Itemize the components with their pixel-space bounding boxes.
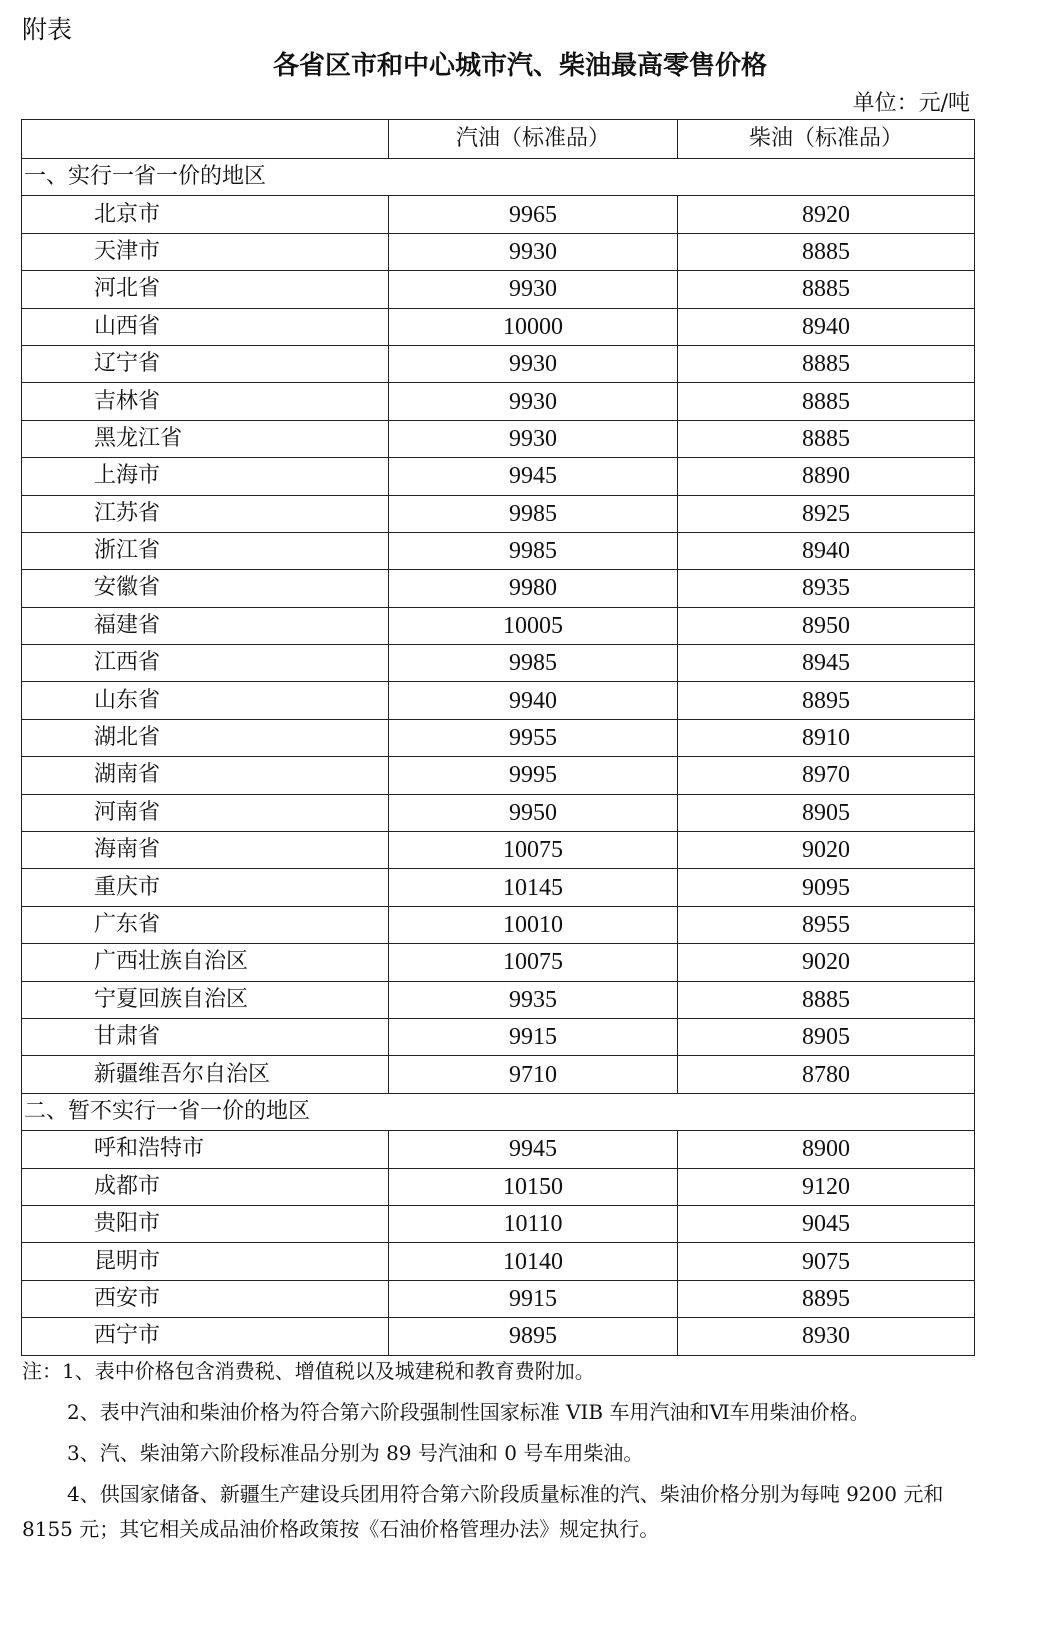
gasoline-price-cell: 9930: [389, 271, 678, 308]
gasoline-price-cell: 9895: [389, 1318, 678, 1355]
table-row: [22, 233, 975, 270]
diesel-price-cell: 8890: [678, 458, 975, 495]
gasoline-price-cell: 9710: [389, 1056, 678, 1093]
table-row: [22, 1243, 975, 1280]
table-row: [22, 1131, 975, 1168]
table-row: [22, 719, 975, 756]
diesel-price-cell: 8920: [678, 196, 975, 233]
diesel-price-cell: 8895: [678, 682, 975, 719]
region-cell: 甘肃省: [22, 1018, 389, 1055]
region-cell: 北京市: [22, 196, 389, 233]
diesel-price-cell: 9075: [678, 1243, 975, 1280]
diesel-price-cell: 8885: [678, 383, 975, 420]
region-cell: 天津市: [22, 233, 389, 270]
gasoline-price-cell: 9985: [389, 495, 678, 532]
region-cell: 江西省: [22, 645, 389, 682]
section-label: 二、暂不实行一省一价的地区: [22, 1093, 975, 1130]
region-cell: 辽宁省: [22, 345, 389, 382]
diesel-price-cell: 8940: [678, 532, 975, 569]
diesel-price-cell: 9020: [678, 944, 975, 981]
gasoline-price-cell: 9980: [389, 570, 678, 607]
gasoline-price-cell: 9930: [389, 345, 678, 382]
gasoline-price-cell: 10000: [389, 308, 678, 345]
gasoline-price-cell: 9965: [389, 196, 678, 233]
table-row: [22, 869, 975, 906]
gasoline-price-cell: 10005: [389, 607, 678, 644]
diesel-price-cell: 9045: [678, 1205, 975, 1242]
section-label: 一、实行一省一价的地区: [22, 159, 975, 196]
region-cell: 宁夏回族自治区: [22, 981, 389, 1018]
region-cell: 贵阳市: [22, 1205, 389, 1242]
table-row: [22, 1280, 975, 1317]
region-cell: 广西壮族自治区: [22, 944, 389, 981]
gasoline-price-cell: 9985: [389, 532, 678, 569]
section-row: [22, 1093, 975, 1130]
gasoline-price-cell: 9950: [389, 794, 678, 831]
region-cell: 昆明市: [22, 1243, 389, 1280]
table-row: [22, 458, 975, 495]
table-row: [22, 832, 975, 869]
diesel-price-cell: 8935: [678, 570, 975, 607]
unit-label: 单位：元/吨: [852, 91, 970, 116]
column-header-gasoline: 汽油（标准品）: [389, 120, 678, 159]
region-cell: 广东省: [22, 906, 389, 943]
table-row: [22, 1205, 975, 1242]
diesel-price-cell: 8910: [678, 719, 975, 756]
diesel-price-cell: 9095: [678, 869, 975, 906]
diesel-price-cell: 8925: [678, 495, 975, 532]
diesel-price-cell: 8905: [678, 1018, 975, 1055]
diesel-price-cell: 8885: [678, 233, 975, 270]
table-row: [22, 645, 975, 682]
diesel-price-cell: 8885: [678, 271, 975, 308]
region-cell: 黑龙江省: [22, 420, 389, 457]
region-cell: 吉林省: [22, 383, 389, 420]
attachment-label: 附表: [22, 15, 73, 44]
region-cell: 河南省: [22, 794, 389, 831]
table-row: [22, 532, 975, 569]
region-cell: 西宁市: [22, 1318, 389, 1355]
gasoline-price-cell: 10075: [389, 832, 678, 869]
table-body: [22, 159, 975, 1356]
table-row: [22, 607, 975, 644]
notes: [22, 1354, 972, 1553]
gasoline-price-cell: 9995: [389, 757, 678, 794]
diesel-price-cell: 8970: [678, 757, 975, 794]
diesel-price-cell: 9020: [678, 832, 975, 869]
diesel-price-cell: 8930: [678, 1318, 975, 1355]
region-cell: 山东省: [22, 682, 389, 719]
gasoline-price-cell: 9915: [389, 1280, 678, 1317]
note-4: 4、供国家储备、新疆生产建设兵团用符合第六阶段质量标准的汽、柴油价格分别为每吨 9200 元和 8155 元；其它相关成品油价格政策按《石油价格管理办法》规定执行。: [22, 1482, 944, 1541]
region-cell: 上海市: [22, 458, 389, 495]
table-row: [22, 1018, 975, 1055]
diesel-price-cell: 8895: [678, 1280, 975, 1317]
note-1: 注：1、表中价格包含消费税、增值税以及城建税和教育费附加。: [22, 1359, 595, 1383]
table-row: [22, 1318, 975, 1355]
region-cell: 湖南省: [22, 757, 389, 794]
gasoline-price-cell: 9935: [389, 981, 678, 1018]
diesel-price-cell: 8900: [678, 1131, 975, 1168]
gasoline-price-cell: 10110: [389, 1205, 678, 1242]
gasoline-price-cell: 10075: [389, 944, 678, 981]
region-cell: 山西省: [22, 308, 389, 345]
diesel-price-cell: 8945: [678, 645, 975, 682]
table-row: [22, 906, 975, 943]
region-cell: 湖北省: [22, 719, 389, 756]
diesel-price-cell: 8885: [678, 420, 975, 457]
gasoline-price-cell: 10145: [389, 869, 678, 906]
section-row: [22, 159, 975, 196]
diesel-price-cell: 8885: [678, 345, 975, 382]
note-2: 2、表中汽油和柴油价格为符合第六阶段强制性国家标准 VIB 车用汽油和Ⅵ车用柴油价格。: [67, 1400, 870, 1424]
table-row: [22, 944, 975, 981]
diesel-price-cell: 8955: [678, 906, 975, 943]
gasoline-price-cell: 9940: [389, 682, 678, 719]
gasoline-price-cell: 9930: [389, 420, 678, 457]
region-cell: 海南省: [22, 832, 389, 869]
table-row: [22, 308, 975, 345]
region-cell: 福建省: [22, 607, 389, 644]
gasoline-price-cell: 10140: [389, 1243, 678, 1280]
gasoline-price-cell: 9915: [389, 1018, 678, 1055]
region-cell: 西安市: [22, 1280, 389, 1317]
table-header-row: [22, 120, 975, 159]
gasoline-price-cell: 9945: [389, 458, 678, 495]
table-row: [22, 794, 975, 831]
column-header-diesel: 柴油（标准品）: [678, 120, 975, 159]
table-row: [22, 682, 975, 719]
table-row: [22, 495, 975, 532]
diesel-price-cell: 8950: [678, 607, 975, 644]
gasoline-price-cell: 9955: [389, 719, 678, 756]
region-cell: 江苏省: [22, 495, 389, 532]
gasoline-price-cell: 9930: [389, 233, 678, 270]
region-cell: 呼和浩特市: [22, 1131, 389, 1168]
table-row: [22, 271, 975, 308]
page-title: 各省区市和中心城市汽、柴油最高零售价格: [272, 51, 767, 81]
table-row: [22, 570, 975, 607]
diesel-price-cell: 8780: [678, 1056, 975, 1093]
gasoline-price-cell: 9930: [389, 383, 678, 420]
table-row: [22, 1056, 975, 1093]
table-row: [22, 420, 975, 457]
diesel-price-cell: 8940: [678, 308, 975, 345]
diesel-price-cell: 8905: [678, 794, 975, 831]
diesel-price-cell: 9120: [678, 1168, 975, 1205]
note-3: 3、汽、柴油第六阶段标准品分别为 89 号汽油和 0 号车用柴油。: [67, 1441, 644, 1465]
table-row: [22, 1168, 975, 1205]
region-cell: 新疆维吾尔自治区: [22, 1056, 389, 1093]
diesel-price-cell: 8885: [678, 981, 975, 1018]
region-cell: 河北省: [22, 271, 389, 308]
gasoline-price-cell: 10010: [389, 906, 678, 943]
gasoline-price-cell: 9945: [389, 1131, 678, 1168]
table-row: [22, 981, 975, 1018]
gasoline-price-cell: 9985: [389, 645, 678, 682]
price-table: [21, 119, 975, 1356]
region-cell: 浙江省: [22, 532, 389, 569]
gasoline-price-cell: 10150: [389, 1168, 678, 1205]
table-row: [22, 196, 975, 233]
region-cell: 成都市: [22, 1168, 389, 1205]
table-row: [22, 383, 975, 420]
table-row: [22, 757, 975, 794]
region-cell: 重庆市: [22, 869, 389, 906]
column-header-region: [22, 120, 389, 159]
region-cell: 安徽省: [22, 570, 389, 607]
table-row: [22, 345, 975, 382]
